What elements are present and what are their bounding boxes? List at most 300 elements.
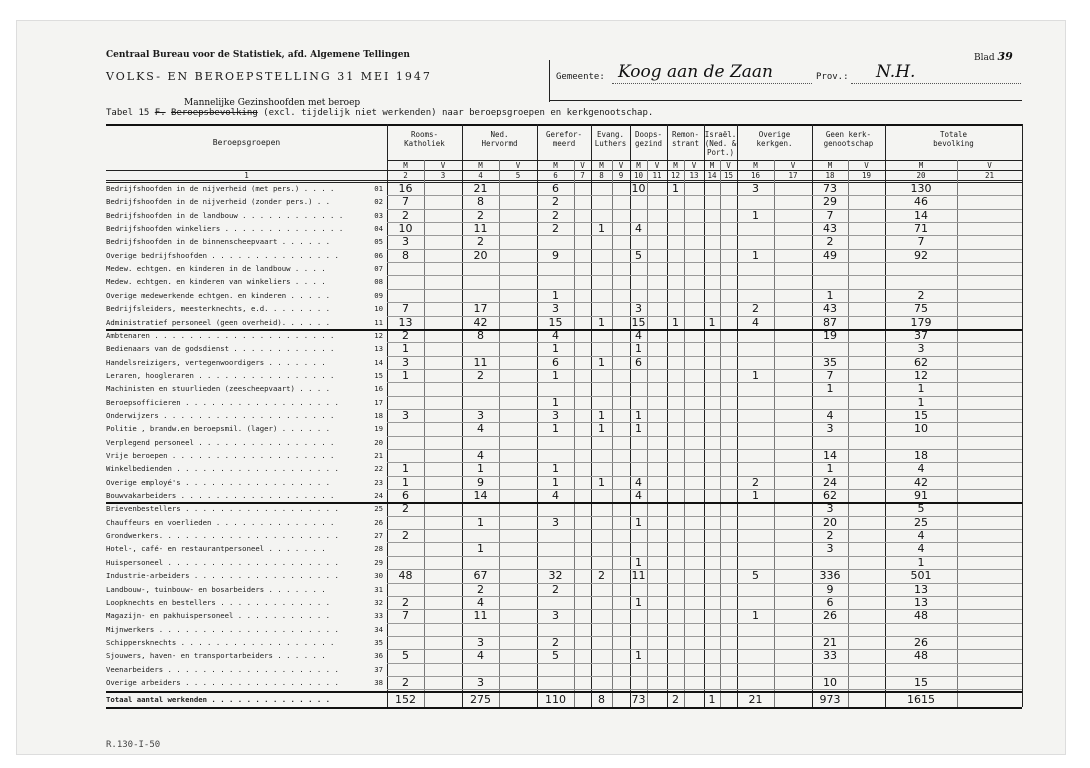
data-cell: 3: [552, 609, 559, 623]
census-sheet: [16, 20, 1066, 755]
data-cell: 2: [477, 582, 484, 596]
data-cell: 4: [552, 328, 559, 342]
row-label: Sjouwers, haven- en transportarbeiders . . . . . .: [106, 651, 326, 661]
data-cell: 9: [826, 582, 834, 596]
row-rule: [387, 623, 1022, 624]
data-cell: 2: [552, 582, 559, 596]
column-number: 16: [750, 171, 761, 180]
row-number: 34: [374, 624, 383, 634]
data-cell: 2: [477, 235, 484, 249]
data-cell: 3: [477, 408, 484, 422]
row-label: Medew. echtgen. en kinderen in de landbouw . . . .: [106, 264, 326, 274]
data-cell: 2: [552, 222, 559, 236]
total-cell: 2: [672, 693, 679, 707]
data-cell: 16: [398, 182, 413, 195]
data-cell: 1: [552, 462, 559, 476]
row-label: Overige arbeiders . . . . . . . . . . . . . . . . . .: [106, 677, 339, 687]
data-cell: 11: [473, 222, 488, 236]
column-number: 4: [478, 171, 483, 180]
data-cell: 25: [914, 515, 928, 529]
data-cell: 62: [823, 489, 837, 503]
row-number: 28: [374, 544, 383, 554]
data-cell: 1: [708, 315, 716, 329]
data-cell: 7: [917, 235, 925, 249]
data-cell: 42: [473, 315, 488, 329]
data-cell: 1: [477, 462, 484, 476]
column-divider: [704, 124, 705, 707]
header-divider: [549, 60, 550, 102]
row-label: Landbouw-, tuinbouw- en bosarbeiders . . . . . . .: [106, 584, 326, 594]
bureau-heading: Centraal Bureau voor de Statistiek, afd. Algemene Tellingen: [106, 50, 410, 60]
data-cell: 1: [752, 609, 759, 623]
data-cell: 1: [635, 342, 642, 356]
row-number: 27: [374, 531, 383, 541]
data-cell: 12: [914, 368, 928, 382]
data-cell: 2: [402, 595, 409, 609]
row-number: 13: [374, 344, 383, 354]
column-divider: [647, 160, 648, 707]
data-cell: 2: [402, 208, 409, 222]
data-cell: 10: [823, 675, 837, 689]
column-number: 13: [689, 171, 699, 180]
data-cell: 21: [473, 182, 488, 195]
column-number: 14: [707, 171, 717, 180]
row-label: Magazijn- en pakhuispersoneel . . . . . . . . . . .: [106, 611, 331, 621]
data-cell: 4: [917, 529, 925, 543]
data-cell: 2: [552, 195, 559, 209]
church-group-header: Gerefor- meerd: [545, 130, 583, 148]
data-cell: 7: [826, 368, 834, 382]
data-cell: 20: [823, 515, 837, 529]
data-cell: 1: [598, 422, 605, 436]
data-cell: 1: [752, 248, 759, 262]
data-cell: 4: [635, 475, 642, 489]
column-number: 5: [515, 171, 521, 180]
data-cell: 4: [477, 422, 484, 436]
data-cell: 1: [826, 462, 834, 476]
row-number: 07: [374, 264, 383, 274]
data-cell: 15: [914, 675, 928, 689]
row-number: 20: [374, 437, 383, 447]
row-number: 09: [374, 290, 383, 300]
data-cell: 2: [826, 529, 834, 543]
data-cell: 35: [823, 355, 837, 369]
data-cell: 14: [473, 489, 488, 503]
data-cell: 1: [402, 368, 409, 382]
row-number: 24: [374, 491, 383, 501]
data-cell: 14: [914, 208, 928, 222]
row-label: Bedrijfshoofden in de nijverheid (met pers.) . . . .: [106, 184, 335, 193]
column-number: 2: [403, 171, 408, 180]
data-cell: 43: [823, 302, 837, 316]
church-group-header: Doops- gezind: [634, 130, 663, 148]
tabel-caption: Tabel 15 F. Beroepsbevolking (excl. tijdelijk niet werkenden) naar beroepsgroepen en kerkgenootschap.: [106, 108, 654, 118]
row-label: Bedrijfshoofden in de nijverheid (zonder pers.) . .: [106, 197, 331, 207]
data-cell: 2: [552, 208, 559, 222]
m-header: M: [403, 161, 408, 170]
data-cell: 7: [826, 208, 834, 222]
data-cell: 2: [402, 328, 409, 342]
data-cell: 4: [477, 649, 484, 663]
column-number: 18: [825, 171, 835, 180]
data-cell: 3: [917, 342, 925, 356]
total-cell: 21: [748, 693, 763, 707]
data-cell: 15: [914, 408, 928, 422]
row-label: Ambtenaren . . . . . . . . . . . . . . . . . . . . .: [106, 330, 335, 340]
data-cell: 26: [914, 635, 928, 649]
data-cell: 1: [477, 542, 484, 556]
prov-label: Prov.:: [816, 72, 849, 82]
data-cell: 1: [552, 475, 559, 489]
row-rule: [387, 262, 1022, 263]
data-cell: 2: [552, 635, 559, 649]
column-number: 8: [599, 171, 604, 180]
data-cell: 91: [914, 489, 928, 503]
column-number: 3: [440, 171, 446, 180]
row-number: 35: [374, 637, 383, 647]
data-cell: 48: [398, 569, 413, 583]
data-cell: 1: [752, 368, 759, 382]
data-cell: 67: [473, 569, 488, 583]
data-cell: 501: [910, 569, 932, 583]
v-header: V: [987, 161, 992, 170]
data-cell: 7: [402, 609, 409, 623]
data-cell: 49: [823, 248, 837, 262]
data-cell: 3: [402, 408, 409, 422]
header-rule: [549, 100, 1022, 101]
data-cell: 6: [552, 355, 559, 369]
total-cell: 275: [470, 693, 491, 707]
row-label: Overige medewerkende echtgen. en kinderen . . . . .: [106, 290, 331, 300]
v-header: V: [790, 161, 796, 170]
v-header: V: [618, 161, 624, 170]
church-group-header: Overige kerkgen.: [756, 130, 793, 148]
row-label: Administratief personeel (geen overheid). . . . . .: [106, 317, 331, 327]
data-cell: 1: [402, 342, 409, 356]
row-number: 29: [374, 557, 383, 567]
data-cell: 21: [823, 635, 837, 649]
row-rule: [387, 663, 1022, 664]
church-group-header: Rooms- Katholiek: [404, 130, 445, 148]
row-number: 21: [374, 451, 383, 460]
column-divider: [957, 160, 958, 707]
column-divider: [684, 160, 685, 707]
column-divider: [1022, 124, 1023, 707]
row-label: Overige employé's . . . . . . . . . . . . . . . . .: [106, 477, 331, 487]
data-cell: 7: [402, 195, 409, 209]
row-label: Verplegend personeel . . . . . . . . . . . . . . . .: [106, 437, 335, 447]
church-group-header: Ned. Hervormd: [481, 130, 518, 148]
column-divider: [848, 160, 849, 707]
row-number: 16: [374, 384, 383, 394]
row-label: Bedrijfshoofden winkeliers . . . . . . . . . . . . . .: [106, 224, 344, 234]
row-label: Huispersoneel . . . . . . . . . . . . . . . . . . . .: [106, 557, 339, 567]
column-divider: [667, 124, 668, 707]
row-label: Bedrijfsleiders, meesterknechts, e.d. . . . . . . .: [106, 304, 331, 314]
data-cell: 13: [914, 595, 928, 609]
row-number: 36: [374, 651, 383, 661]
church-group-header: Geen kerk- genootschap: [823, 130, 874, 148]
data-cell: 1: [635, 408, 642, 422]
form-code: R.130-I-50: [106, 740, 161, 750]
row-label: Bedienaars van de godsdienst . . . . . . . . . . . .: [106, 344, 335, 354]
data-cell: 3: [635, 302, 642, 316]
data-cell: 17: [473, 302, 488, 316]
m-header: M: [753, 161, 758, 170]
data-cell: 179: [910, 315, 932, 329]
data-cell: 1: [672, 315, 679, 329]
table-bottom-rule: [106, 707, 1022, 709]
data-cell: 1: [635, 555, 642, 569]
data-cell: 29: [823, 195, 837, 209]
census-title: VOLKS- EN BEROEPSTELLING 31 MEI 1947: [106, 70, 432, 83]
data-cell: 2: [477, 208, 484, 222]
row-label: Bouwvakarbeiders . . . . . . . . . . . . . . . . . .: [106, 491, 335, 501]
data-cell: 19: [823, 328, 837, 342]
data-cell: 48: [914, 609, 928, 623]
total-cell: 110: [545, 693, 566, 707]
row-label: Handelsreizigers, vertegenwoordigers . . . . . . .: [106, 357, 326, 367]
row-label: Bedrijfshoofden in de landbouw . . . . . . . . . . . .: [106, 210, 344, 220]
row-number: 23: [374, 477, 383, 487]
data-cell: 2: [402, 502, 409, 516]
data-cell: 6: [826, 595, 834, 609]
data-cell: 14: [823, 449, 837, 462]
data-cell: 8: [477, 328, 484, 342]
m-header: M: [599, 161, 604, 170]
m-header: M: [709, 161, 715, 170]
column-divider: [720, 160, 721, 707]
row-label: Grondwerkers. . . . . . . . . . . . . . . . . . . . .: [106, 531, 339, 541]
row-number: 30: [374, 571, 383, 581]
data-cell: 3: [402, 235, 409, 249]
data-cell: 5: [917, 502, 925, 516]
data-cell: 8: [402, 248, 409, 262]
data-cell: 33: [823, 649, 837, 663]
data-cell: 3: [477, 675, 484, 689]
column-number: 17: [788, 171, 798, 180]
data-cell: 1: [752, 208, 759, 222]
blad-indicator: Blad 39: [974, 50, 1013, 63]
row-number: 04: [374, 224, 383, 234]
row-number: 22: [374, 464, 383, 474]
data-cell: 2: [598, 569, 605, 583]
data-cell: 2: [917, 288, 925, 302]
row-number: 25: [374, 504, 383, 514]
row-number: 18: [374, 410, 383, 420]
data-cell: 9: [477, 475, 484, 489]
data-cell: 11: [473, 609, 488, 623]
data-cell: 1: [477, 515, 484, 529]
totals-label: Totaal aantal werkenden . . . . . . . . . . . . . .: [106, 695, 331, 705]
column-index-1: 1: [244, 171, 249, 180]
row-label: Winkelbedienden . . . . . . . . . . . . . . . . . . .: [106, 464, 339, 474]
row-number: 15: [374, 370, 383, 380]
row-number: 11: [374, 317, 383, 327]
data-cell: 4: [752, 315, 759, 329]
column-number: 7: [580, 171, 585, 180]
data-cell: 4: [917, 542, 925, 556]
data-cell: 2: [402, 675, 409, 689]
data-cell: 1: [598, 475, 605, 489]
data-cell: 4: [635, 489, 642, 503]
row-number: 10: [374, 304, 383, 314]
data-cell: 9: [552, 248, 559, 262]
data-cell: 73: [823, 182, 837, 195]
data-cell: 26: [823, 609, 837, 623]
row-label: Politie , brandw.en beroepsmil. (lager) . . . . . .: [106, 424, 331, 434]
data-cell: 11: [631, 569, 646, 583]
column-number: 19: [861, 171, 872, 180]
data-cell: 11: [473, 355, 488, 369]
data-cell: 1: [402, 475, 409, 489]
m-header: M: [673, 161, 678, 170]
row-number: 37: [374, 664, 383, 674]
m-header: M: [636, 161, 641, 170]
data-cell: 7: [402, 302, 409, 316]
row-label: Schippersknechts . . . . . . . . . . . . . . . . . .: [106, 637, 335, 647]
data-cell: 71: [914, 222, 928, 236]
data-cell: 6: [635, 355, 642, 369]
data-cell: 2: [477, 368, 484, 382]
data-cell: 75: [914, 302, 928, 316]
column-divider: [774, 160, 775, 707]
row-label: Mijnwerkers . . . . . . . . . . . . . . . . . . . . .: [106, 624, 339, 634]
data-cell: 3: [477, 635, 484, 649]
data-cell: 62: [914, 355, 928, 369]
total-cell: 973: [819, 693, 841, 707]
row-label: Bedrijfshoofden in de binnenscheepvaart . . . . . .: [106, 237, 331, 247]
data-cell: 1: [552, 342, 559, 356]
data-cell: 92: [914, 248, 928, 262]
data-cell: 32: [548, 569, 563, 583]
v-header: V: [726, 161, 731, 170]
v-header: V: [440, 161, 446, 170]
data-cell: 5: [552, 649, 559, 663]
church-group-header: Totale bevolking: [933, 130, 974, 148]
data-cell: 1: [402, 462, 409, 476]
data-cell: 6: [402, 489, 409, 503]
data-cell: 48: [914, 649, 928, 663]
data-cell: 1: [826, 382, 834, 396]
data-cell: 336: [819, 569, 841, 583]
data-cell: 1: [917, 382, 925, 396]
v-header: V: [691, 161, 697, 170]
data-cell: 1: [598, 315, 605, 329]
data-cell: 1: [635, 649, 642, 663]
row-label: Beroepsofficieren . . . . . . . . . . . . . . . . . .: [106, 397, 339, 407]
data-cell: 3: [752, 182, 759, 195]
data-cell: 3: [552, 408, 559, 422]
data-cell: 4: [635, 328, 642, 342]
row-label: Onderwijzers . . . . . . . . . . . . . . . . . . . .: [106, 410, 335, 420]
row-number: 08: [374, 277, 383, 287]
data-cell: 20: [473, 248, 488, 262]
gemeente-label: Gemeente:: [556, 72, 605, 82]
column-divider: [424, 160, 425, 707]
data-cell: 10: [914, 422, 928, 436]
data-cell: 4: [826, 408, 834, 422]
data-cell: 1: [917, 395, 925, 409]
data-cell: 4: [477, 449, 484, 462]
data-cell: 15: [548, 315, 563, 329]
prov-underline: [851, 83, 1021, 84]
m-header: M: [827, 161, 833, 170]
data-cell: 3: [826, 422, 834, 436]
data-cell: 13: [398, 315, 413, 329]
column-divider: [612, 160, 613, 707]
row-rule: [387, 436, 1022, 437]
column-number: 12: [670, 171, 681, 180]
row-label: Veenarbeiders . . . . . . . . . . . . . . . . . . . .: [106, 664, 339, 674]
data-cell: 1: [752, 489, 759, 503]
data-cell: 1: [917, 555, 925, 569]
row-label: Vrije beroepen . . . . . . . . . . . . . . . . . . .: [106, 451, 335, 460]
column-divider: [499, 160, 500, 707]
data-cell: 4: [635, 222, 642, 236]
row-number: 05: [374, 237, 383, 247]
row-number: 12: [374, 330, 383, 340]
data-cell: 3: [552, 515, 559, 529]
m-header: M: [918, 161, 924, 170]
row-rule: [387, 689, 1022, 690]
total-cell: 8: [598, 693, 605, 707]
data-cell: 4: [917, 462, 925, 476]
total-cell: 73: [631, 693, 646, 707]
v-header: V: [515, 161, 521, 170]
total-cell: 1: [708, 693, 716, 707]
row-label: Loopknechts en bestellers . . . . . . . . . . . . .: [106, 597, 331, 607]
data-cell: 4: [552, 489, 559, 503]
column-number: 11: [652, 171, 662, 180]
row-label: Hotel-, café- en restaurantpersoneel . . . . . . .: [106, 544, 326, 554]
data-cell: 46: [914, 195, 928, 209]
data-cell: 1: [635, 422, 642, 436]
row-label: Overige bedrijfshoofden . . . . . . . . . . . . . . .: [106, 250, 339, 260]
data-cell: 130: [910, 182, 932, 195]
data-cell: 43: [823, 222, 837, 236]
row-label: Chauffeurs en voerlieden . . . . . . . . . . . . . .: [106, 517, 335, 527]
data-cell: 3: [826, 502, 834, 516]
data-cell: 1: [598, 355, 605, 369]
row-label: Leraren, hoogleraren . . . . . . . . . . . . . . . .: [106, 370, 335, 380]
data-cell: 3: [826, 542, 834, 556]
row-number: 19: [374, 424, 383, 434]
data-cell: 1: [598, 222, 605, 236]
row-number: 31: [374, 584, 383, 594]
row-number: 26: [374, 517, 383, 527]
data-cell: 1: [552, 395, 559, 409]
data-cell: 3: [402, 355, 409, 369]
gemeente-underline: [612, 83, 812, 84]
data-cell: 87: [823, 315, 837, 329]
row-label: Medew. echtgen. en kinderen van winkeliers . . . .: [106, 277, 326, 287]
beroepsgroepen-header: Beroepsgroepen: [212, 138, 281, 147]
data-cell: 3: [552, 302, 559, 316]
m-header: M: [478, 161, 483, 170]
data-cell: 37: [914, 328, 928, 342]
prov-value: N.H.: [876, 62, 916, 82]
column-number: 21: [984, 171, 995, 180]
column-number: 10: [633, 171, 644, 180]
total-cell: 1615: [907, 693, 935, 707]
data-cell: 1: [552, 288, 559, 302]
tabel-handwritten-correction: Mannelijke Gezinshoofden met beroep: [184, 98, 361, 108]
row-label: Industrie-arbeiders . . . . . . . . . . . . . . . . .: [106, 571, 339, 581]
row-number: 38: [374, 677, 383, 687]
column-number: 20: [916, 171, 926, 180]
data-cell: 1: [826, 288, 834, 302]
